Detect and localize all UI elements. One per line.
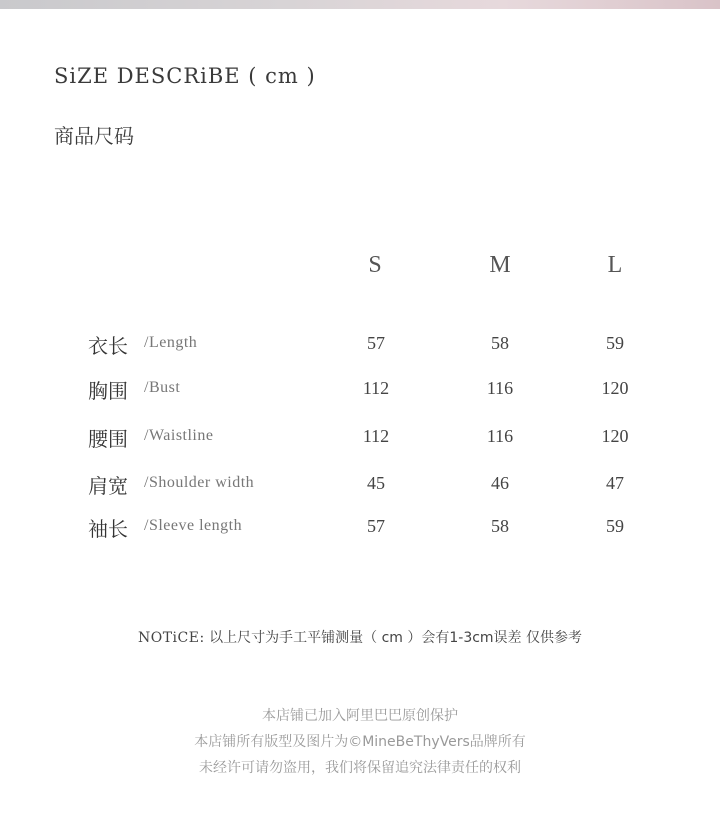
value-l: 59 <box>606 333 624 353</box>
top-image-strip <box>0 0 720 9</box>
value-s: 45 <box>367 473 385 493</box>
value-s: 57 <box>367 333 385 353</box>
notice-label: NOTiCE: <box>137 630 205 646</box>
value-m: 58 <box>491 516 509 536</box>
row-label-cn: 胸围 <box>88 379 128 403</box>
size-header-m: M <box>489 252 511 278</box>
table-row-shoulder <box>0 470 720 500</box>
row-label-en: /Bust <box>144 379 181 396</box>
value-l: 120 <box>601 426 629 446</box>
table-row-length <box>0 330 720 360</box>
size-describe-heading: SiZE DESCRiBE ( cm ) <box>54 64 316 88</box>
notice-line <box>0 627 720 647</box>
value-s: 112 <box>362 426 390 446</box>
row-label-en: /Length <box>144 334 198 351</box>
footer-line-1: 本店铺已加入阿里巴巴原创保护 <box>262 708 458 724</box>
notice-text: 以上尺寸为手工平铺测量（ cm ）会有1-3cm误差 仅供参考 <box>209 630 583 646</box>
size-header-l: L <box>607 252 623 278</box>
row-label-cn: 腰围 <box>88 427 128 451</box>
table-row-bust <box>0 375 720 405</box>
row-label-cn: 衣长 <box>88 334 128 358</box>
product-size-subheading: 商品尺码 <box>54 124 134 148</box>
row-label-cn: 袖长 <box>88 517 128 541</box>
value-l: 120 <box>601 378 629 398</box>
table-row-sleeve <box>0 513 720 543</box>
row-label-en: /Shoulder width <box>144 474 255 491</box>
footer-line-3: 未经许可请勿盗用，我们将保留追究法律责任的权利 <box>199 760 521 776</box>
value-l: 47 <box>606 473 624 493</box>
value-s: 112 <box>362 378 390 398</box>
value-m: 46 <box>491 473 509 493</box>
row-label-en: /Waistline <box>144 427 214 444</box>
value-m: 58 <box>491 333 509 353</box>
footer-line-2: 本店铺所有版型及图片为©MineBeThyVers品牌所有 <box>194 734 526 750</box>
value-m: 116 <box>486 378 514 398</box>
row-label-en: /Sleeve length <box>144 517 243 534</box>
value-m: 116 <box>486 426 514 446</box>
table-row-waistline <box>0 423 720 453</box>
row-label-cn: 肩宽 <box>88 474 128 498</box>
value-l: 59 <box>606 516 624 536</box>
size-header-s: S <box>368 252 382 278</box>
value-s: 57 <box>367 516 385 536</box>
